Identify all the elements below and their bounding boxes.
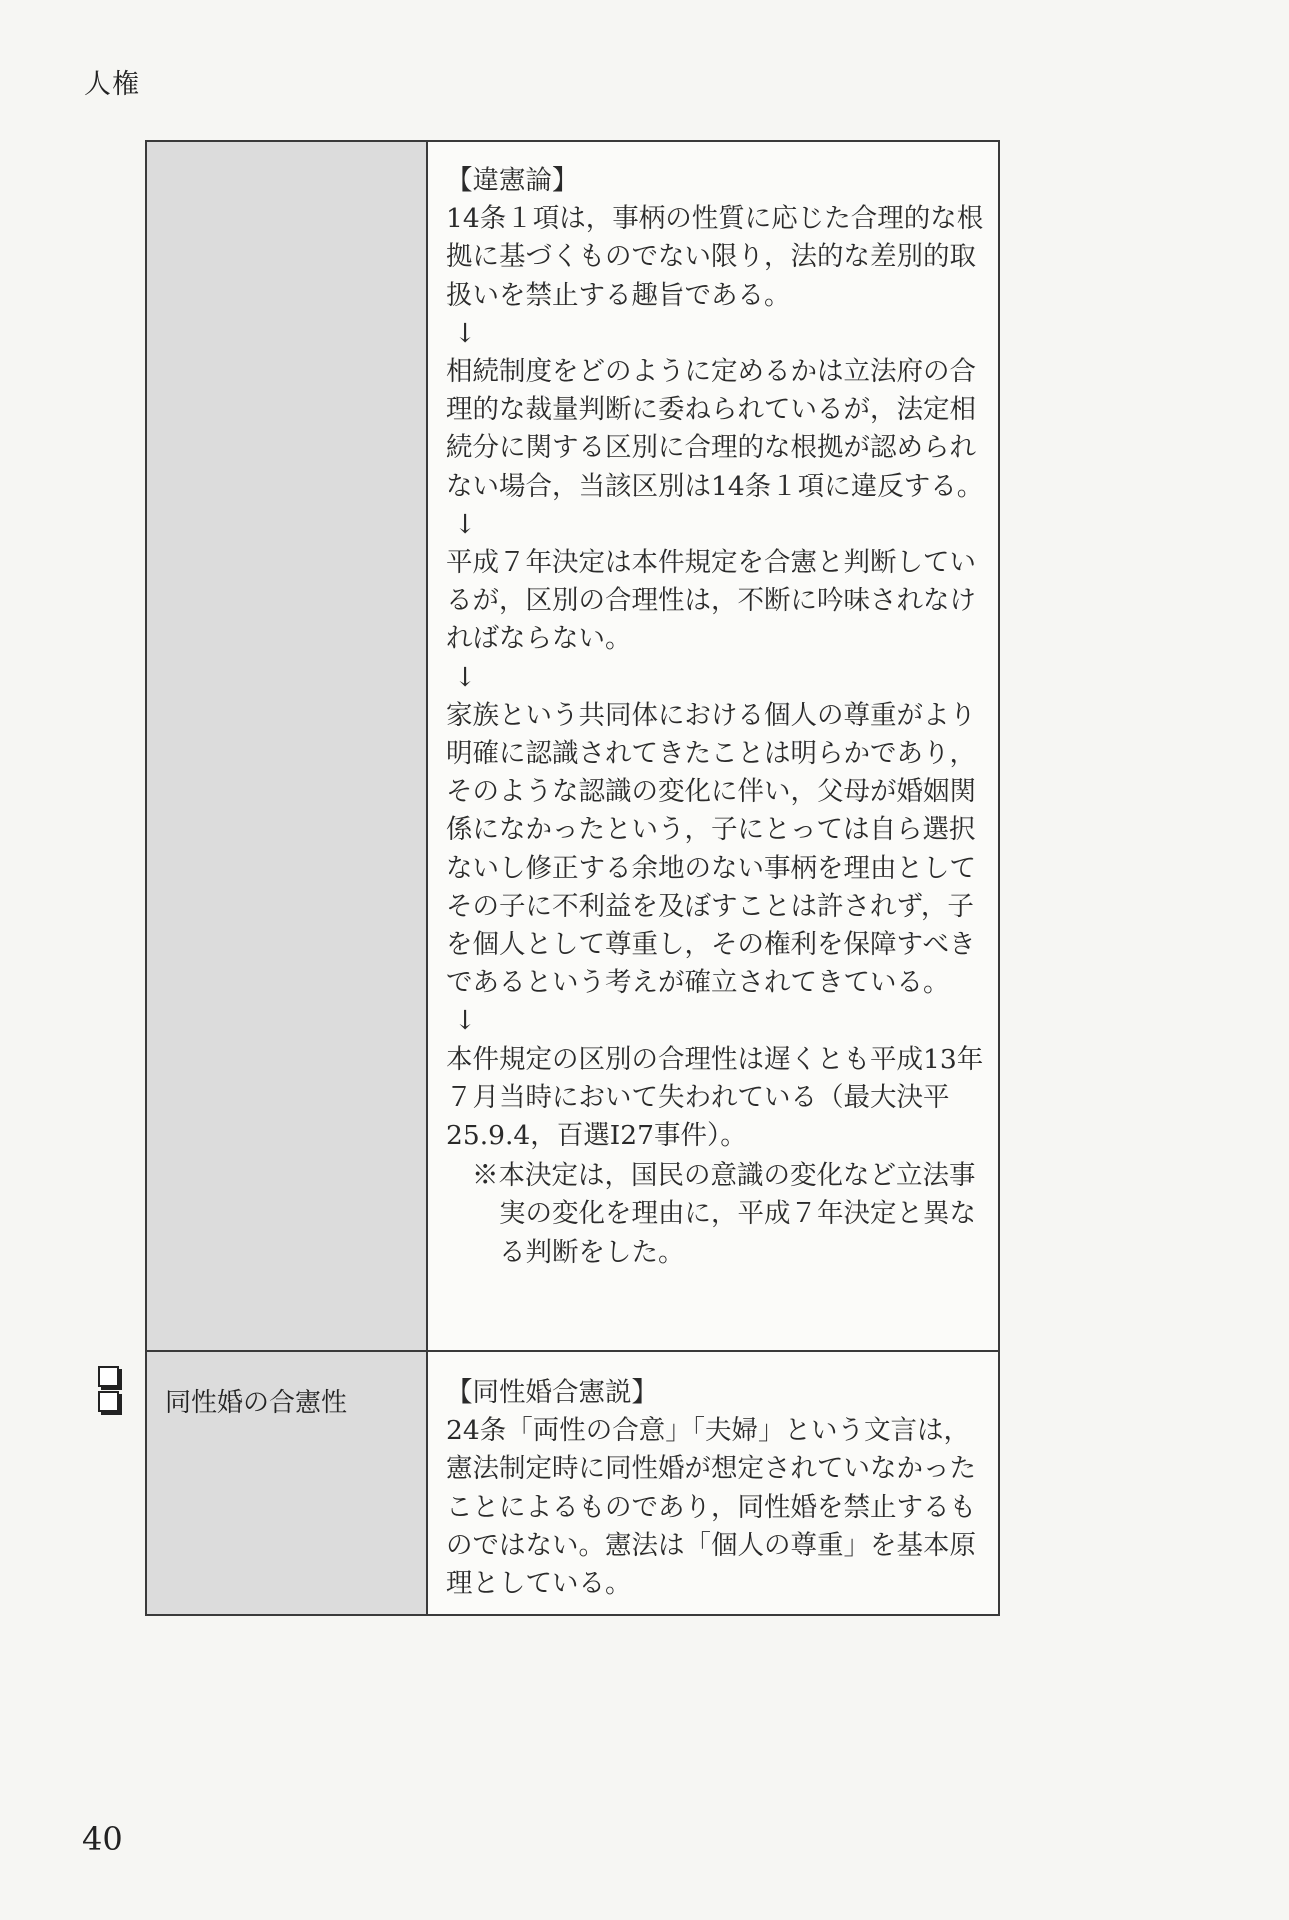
arrow-down-icon: ↓ [454,1005,477,1037]
page-number: 40 [82,1820,123,1858]
checkbox[interactable] [98,1391,119,1412]
row-label-cell [147,1352,428,1614]
row-content-cell [428,142,998,1350]
argument-heading: 【違憲論】 [446,165,579,196]
row-content-cell [428,1352,998,1614]
argument-heading: 【同性婚合憲説】 [446,1377,658,1408]
paragraph: 本件規定の区別の合理性は遅くとも平成13年７月当時において失われている（最大決平25.9.4，百選Ⅰ27事件）。 [446,1043,984,1152]
arrow-down-icon: ↓ [454,317,477,349]
table-row [147,142,998,1350]
paragraph: 14条１項は，事柄の性質に応じた合理的な根拠に基づくものでない限り，法的な差別的取扱いを禁止する趣旨である。 [446,203,984,311]
note: ※本決定は，国民の意識の変化など立法事実の変化を理由に，平成７年決定と異なる判断をした。 [472,1160,976,1268]
arrow-down-icon: ↓ [454,508,477,540]
table-row [147,1350,998,1614]
paragraph: 平成７年決定は本件規定を合憲と判断しているが，区別の合理性は，不断に吟味されなければならない。 [446,547,976,655]
arrow-down-icon: ↓ [454,661,477,693]
row-title: 同性婚の合憲性 [165,1388,348,1418]
checkbox[interactable] [98,1366,119,1387]
checkbox-group [98,1366,119,1412]
row-label-cell [147,142,428,1350]
paragraph: 24条「両性の合意」「夫婦」という文言は，憲法制定時に同性婚が想定されていなかったことによるものであり，同性婚を禁止するものではない。憲法は「個人の尊重」を基本原理としている。 [446,1415,976,1600]
paragraph: 家族という共同体における個人の尊重がより明確に認識されてきたことは明らかであり，そのような認識の変化に伴い，父母が婚姻関係になかったという，子にとっては自ら選択ないし修正する余地のない事柄を理由としてその子に不利益を及ぼすことは許されず，子を個人として尊重し，その権利を保障すべきであるという考えが確立されてきている。 [446,699,976,999]
content-table [145,140,1000,1616]
section-header: 人権 [84,69,140,100]
paragraph: 相続制度をどのように定めるかは立法府の合理的な裁量判断に委ねられているが，法定相続分に関する区別に合理的な根拠が認められない場合，当該区別は14条１項に違反する。 [446,356,984,502]
